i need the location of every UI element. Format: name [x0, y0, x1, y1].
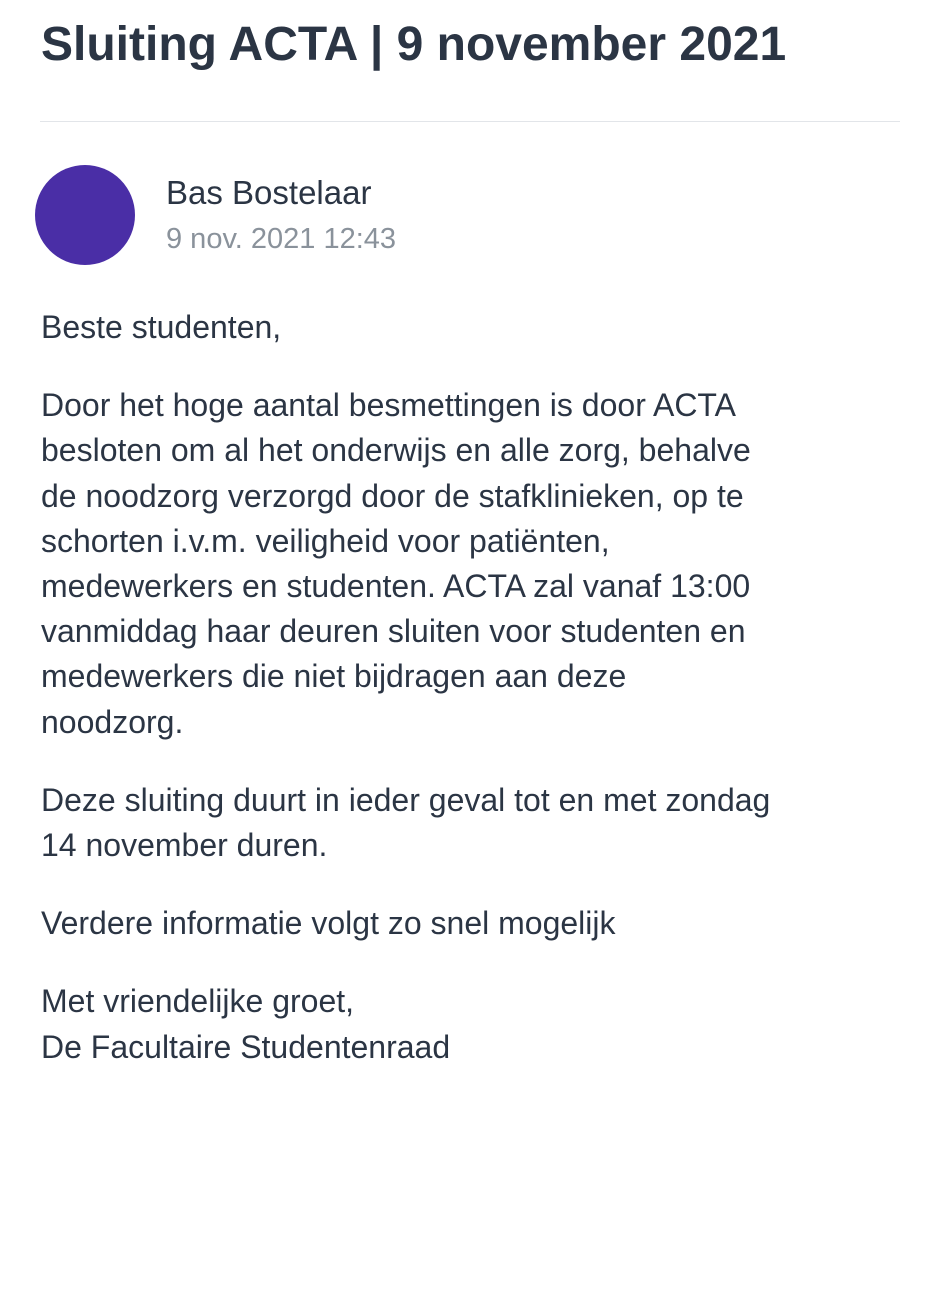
body-line: noodzorg.	[41, 703, 184, 740]
body-line: medewerkers die niet bijdragen aan deze	[41, 658, 627, 695]
sign-off	[41, 979, 911, 1069]
email-subject: Sluiting ACTA | 9 november 2021	[41, 18, 787, 71]
body-line: 14 november duren.	[41, 827, 328, 864]
header-divider	[40, 121, 900, 122]
paragraph-closure-duration	[41, 778, 911, 868]
paragraph-further-info: Verdere informatie volgt zo snel mogelijk	[41, 905, 616, 942]
body-line: Deze sluiting duurt in ieder geval tot en met zondag	[41, 781, 771, 818]
signature: De Facultaire Studentenraad	[41, 1028, 451, 1065]
body-line: besloten om al het onderwijs en alle zorg, behalve	[41, 432, 751, 469]
paragraph-closure-announcement	[41, 383, 911, 745]
body-line: schorten i.v.m. veiligheid voor patiënten,	[41, 522, 610, 559]
closing: Met vriendelijke groet,	[41, 983, 355, 1020]
sender-avatar[interactable]	[35, 165, 135, 265]
sent-timestamp: 9 nov. 2021 12:43	[166, 223, 397, 255]
body-line: vanmiddag haar deuren sluiten voor studenten en	[41, 613, 746, 650]
body-line: medewerkers en studenten. ACTA zal vanaf 13:00	[41, 568, 751, 605]
body-line: de noodzorg verzorgd door de stafklinieken, op te	[41, 477, 744, 514]
email-body	[41, 305, 911, 1070]
body-line: Door het hoge aantal besmettingen is door ACTA	[41, 387, 736, 424]
greeting: Beste studenten,	[41, 309, 282, 345]
sender-name[interactable]: Bas Bostelaar	[166, 174, 372, 211]
